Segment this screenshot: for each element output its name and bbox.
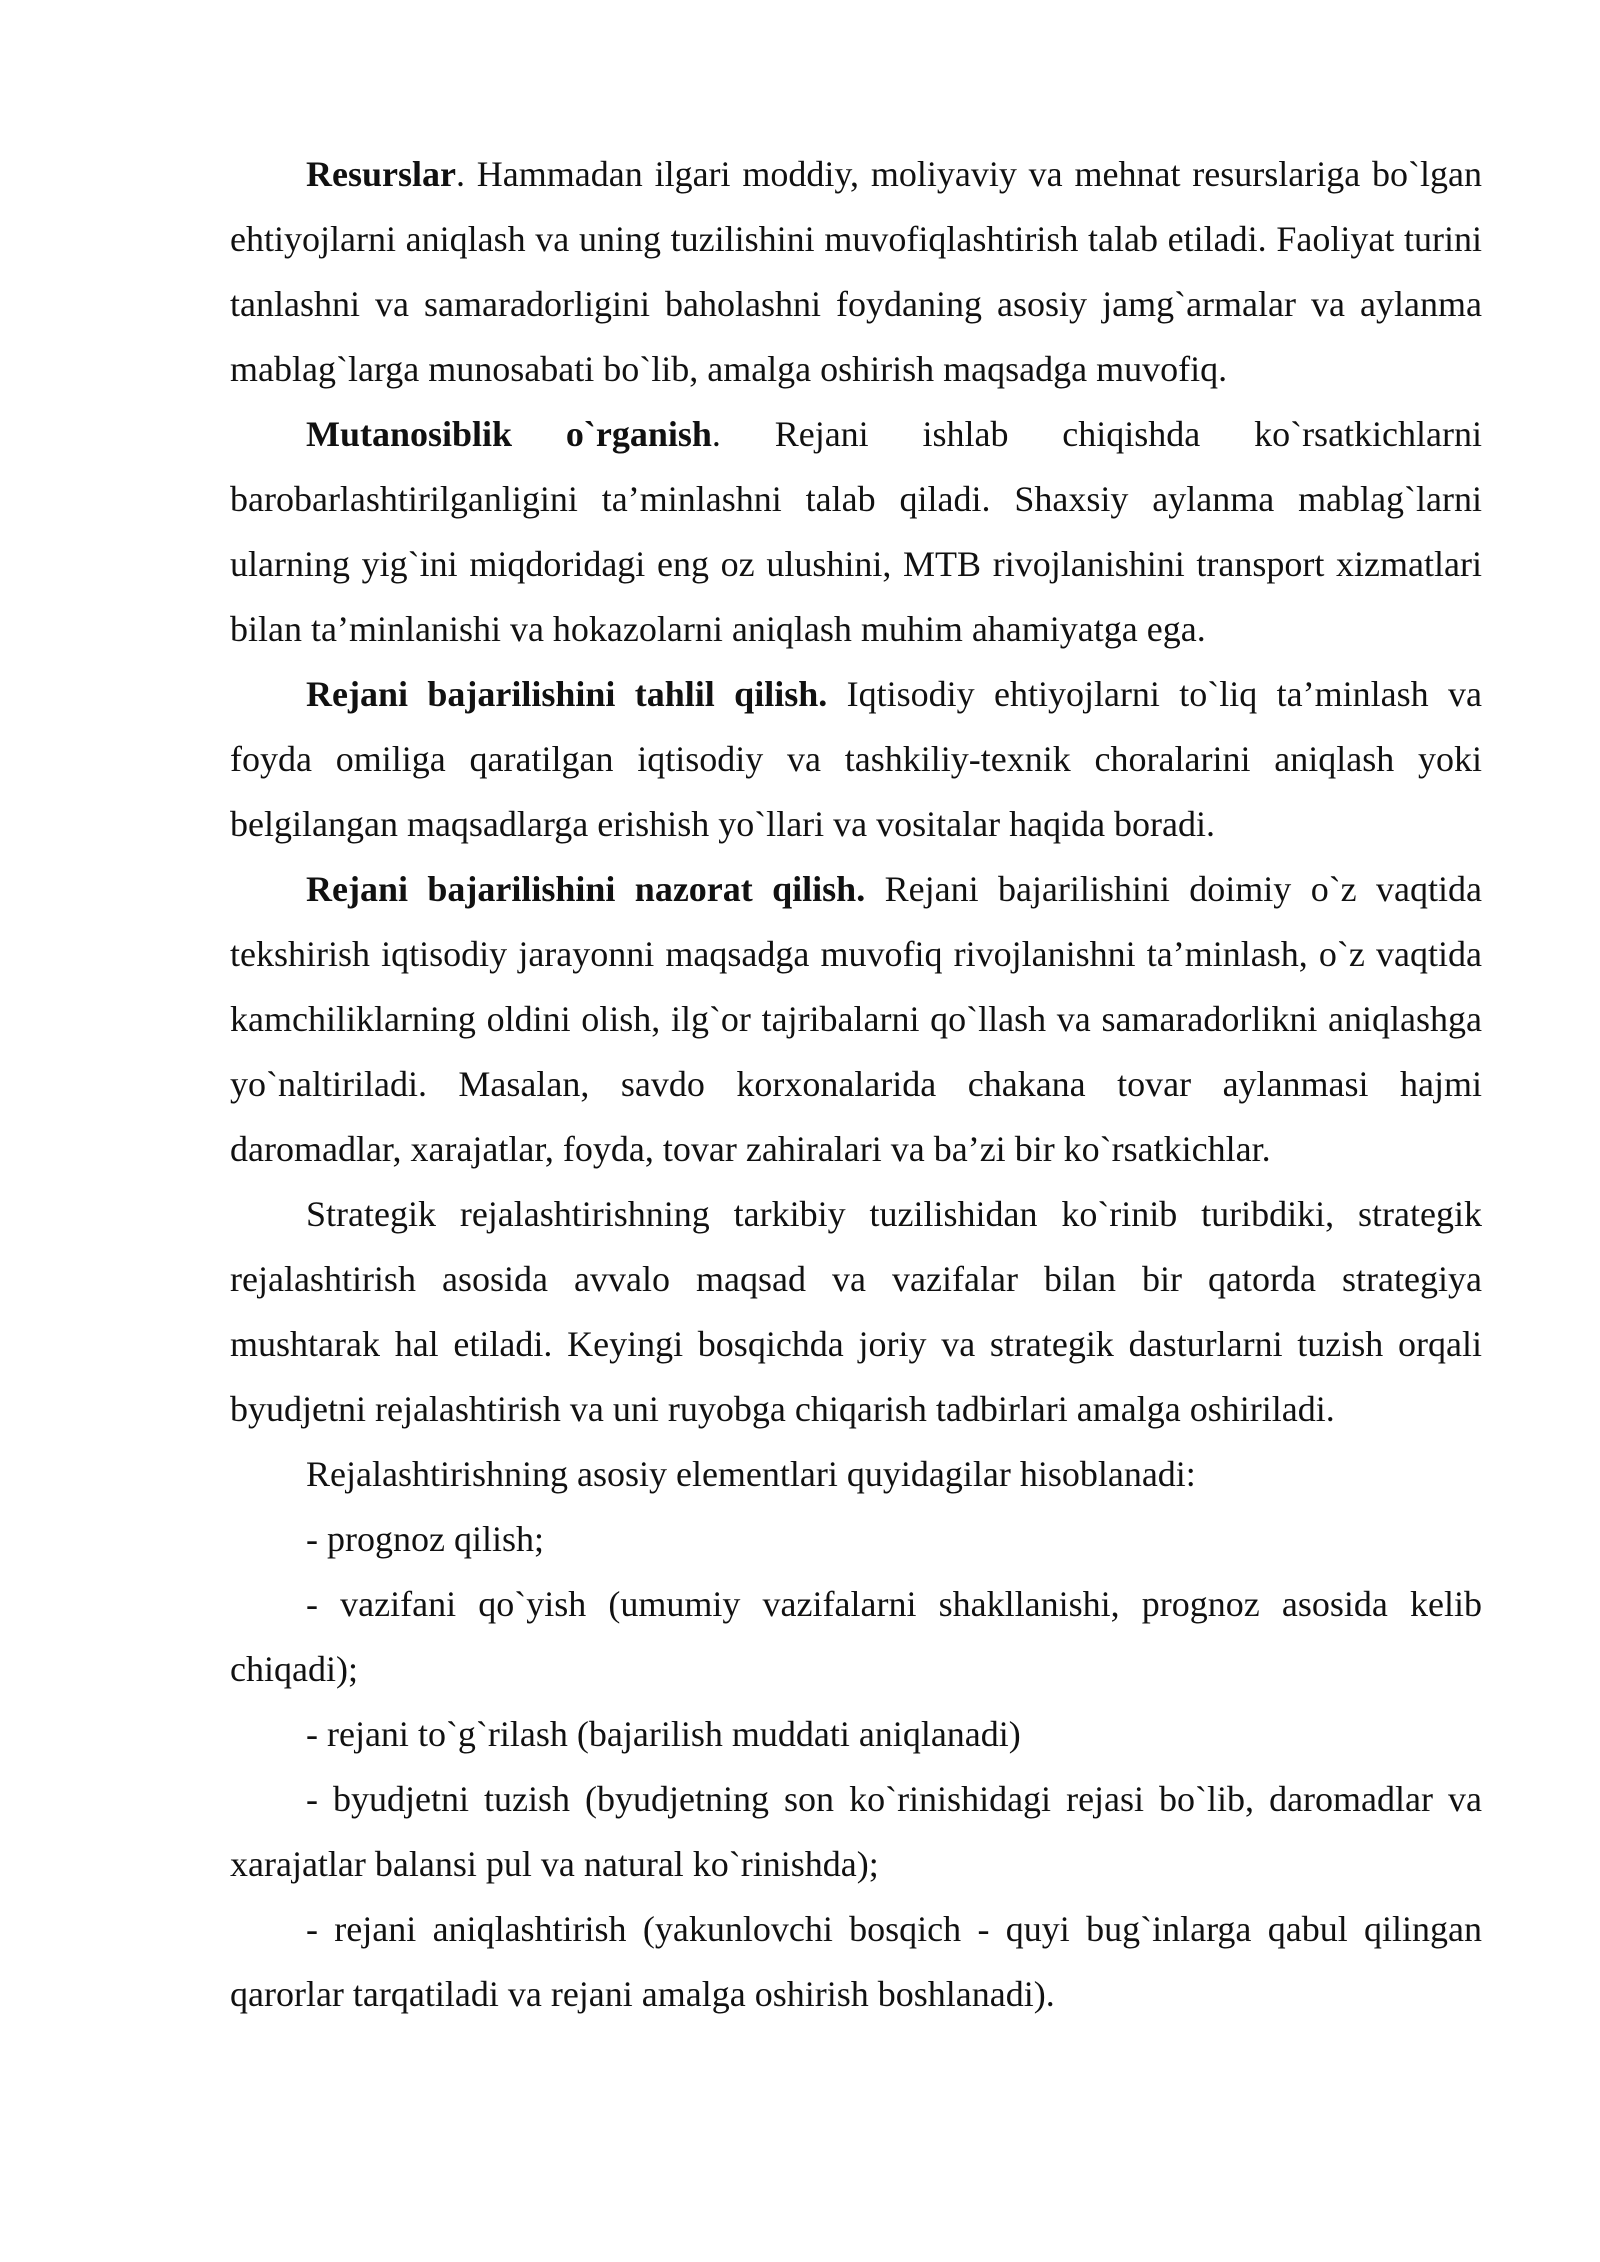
paragraph-resurslar <box>230 142 1482 402</box>
paragraph-text: Iqtisodiy ehtiyojlarni to`liq ta’minlash va foyda omiliga qaratilgan iqtisodiy va tashkiliy-texnik choralarini aniqlash yoki belgilangan maqsadlarga erishish yo`llari va vositalar haqida boradi. <box>230 674 1482 844</box>
heading-punctuation: . <box>711 414 721 454</box>
list-item: - rejani to`g`rilash (bajarilish muddati aniqlanadi) <box>306 1714 1021 1754</box>
document-page <box>230 142 1482 2027</box>
paragraph-text: Rejani ishlab chiqishda ko`rsatkichlarni barobarlashtirilganligini ta’minlashni talab qiladi. Shaxsiy aylanma mablag`larni ularning yig`ini miqdoridagi eng oz ulushini, MTB rivojlanishini transport xizmatlari bilan ta’minlanishi va hokazolarni aniqlash muhim ahamiyatga ega. <box>230 414 1482 649</box>
paragraph-heading: Mutanosiblik o`rganish <box>306 414 712 454</box>
paragraph-heading: Rejani bajarilishini tahlil qilish. <box>306 674 828 714</box>
paragraph-mutanosiblik <box>230 402 1482 662</box>
paragraph-tahlil <box>230 662 1482 857</box>
paragraph-text: Hammadan ilgari moddiy, moliyaviy va mehnat resurslariga bo`lgan ehtiyojlarni aniqlash va uning tuzilishini muvofiqlashtirish talab etiladi. Faoliyat turini tanlashni va samaradorligini baholashni foydaning asosiy jamg`armalar va aylanma mablag`larga munosabati bo`lib, amalga oshirish maqsadga muvofiq. <box>230 154 1482 389</box>
paragraph-text: Rejani bajarilishini doimiy o`z vaqtida tekshirish iqtisodiy jarayonni maqsadga muvofiq rivojlanishni ta’minlash, o`z vaqtida kamchiliklarning oldini olish, ilg`or tajribalarni qo`llash va samaradorlikni aniqlashga yo`naltiriladi. Masalan, savdo korxonalarida chakana tovar aylanmasi hajmi daromadlar, xarajatlar, foyda, tovar zahiralari va ba’zi bir ko`rsatkichlar. <box>230 869 1482 1169</box>
list-item: - byudjetni tuzish (byudjetning son ko`rinishidagi rejasi bo`lib, daromadlar va xarajatlar balansi pul va natural ko`rinishda); <box>230 1779 1482 1884</box>
paragraph-heading: Resurslar <box>306 154 456 194</box>
paragraph-elementlar-intro: Rejalashtirishning asosiy elementlari quyidagilar hisoblanadi: <box>306 1454 1196 1494</box>
heading-punctuation: . <box>455 154 465 194</box>
list-item: - rejani aniqlashtirish (yakunlovchi bosqich - quyi bug`inlarga qabul qilingan qarorlar tarqatiladi va rejani amalga oshirish boshlanadi). <box>230 1909 1482 2014</box>
paragraph-strategik: Strategik rejalashtirishning tarkibiy tuzilishidan ko`rinib turibdiki, strategik rejalashtirish asosida avvalo maqsad va vazifalar bilan bir qatorda strategiya mushtarak hal etiladi. Keyingi bosqichda joriy va strategik dasturlarni tuzish orqali byudjetni rejalashtirish va uni ruyobga chiqarish tadbirlari amalga oshiriladi. <box>230 1194 1482 1429</box>
paragraph-heading: Rejani bajarilishini nazorat qilish. <box>306 869 866 909</box>
paragraph-nazorat <box>230 857 1482 1182</box>
list-item: - prognoz qilish; <box>306 1519 544 1559</box>
list-item: - vazifani qo`yish (umumiy vazifalarni shakllanishi, prognoz asosida kelib chiqadi); <box>230 1584 1482 1689</box>
